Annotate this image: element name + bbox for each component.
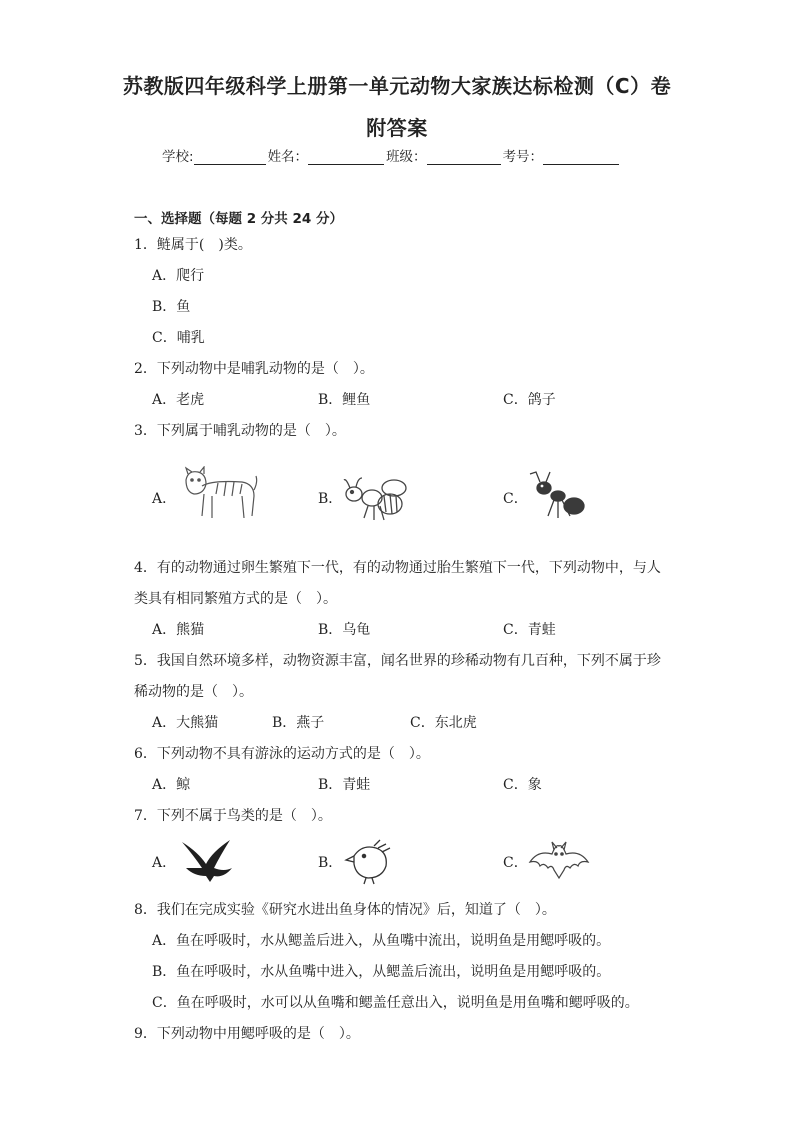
question-8-stem: 8．我们在完成实验《研究水进出鱼身体的情况》后，知道了（ ）。 xyxy=(134,902,556,918)
school-field[interactable] xyxy=(194,150,266,165)
tiger-icon xyxy=(182,466,258,524)
school-label: 学校: xyxy=(162,149,194,165)
question-5-option-c[interactable]: C．东北虎 xyxy=(410,715,477,731)
name-label: 姓名： xyxy=(267,149,309,165)
question-4-option-a[interactable]: A．熊猫 xyxy=(152,622,205,638)
swallow-icon xyxy=(180,838,234,884)
bird-icon xyxy=(344,838,396,886)
question-3-stem: 3．下列属于哺乳动物的是（ ）。 xyxy=(134,423,346,439)
question-4-stem-line1: 4．有的动物通过卵生繁殖下一代，有的动物通过胎生繁殖下一代，下列动物中，与人 xyxy=(134,560,661,576)
question-9-stem: 9．下列动物中用鳃呼吸的是（ ）。 xyxy=(134,1026,360,1042)
student-info-row xyxy=(162,145,621,165)
number-label: 考号： xyxy=(502,149,544,165)
page-title-line1: 苏教版四年级科学上册第一单元动物大家族达标检测（C）卷 xyxy=(122,74,672,98)
page-title-line2: 附答案 xyxy=(366,116,428,140)
question-6-option-c[interactable]: C．象 xyxy=(503,777,542,793)
question-7-option-c[interactable]: C． xyxy=(503,855,528,871)
class-label: 班级： xyxy=(386,149,427,165)
question-3-option-a[interactable]: A． xyxy=(152,491,177,507)
question-6-stem: 6．下列动物不具有游泳的运动方式的是（ ）。 xyxy=(134,746,430,762)
question-5-option-a[interactable]: A．大熊猫 xyxy=(152,715,219,731)
question-8-option-c[interactable]: C．鱼在呼吸时，水可以从鱼嘴和鳃盖任意出入，说明鱼是用鱼嘴和鳃呼吸的。 xyxy=(152,995,639,1011)
question-5-option-b[interactable]: B．燕子 xyxy=(272,715,325,731)
question-5-stem-line2: 稀动物的是（ ）。 xyxy=(134,684,253,700)
section-heading: 一、选择题（每题 2 分共 24 分） xyxy=(134,211,343,227)
question-1-option-b[interactable]: B．鱼 xyxy=(152,299,191,315)
bat-icon xyxy=(528,840,590,882)
question-6-option-b[interactable]: B．青蛙 xyxy=(318,777,371,793)
number-field[interactable] xyxy=(543,150,619,165)
class-field[interactable] xyxy=(427,150,501,165)
question-8-option-b[interactable]: B．鱼在呼吸时，水从鱼嘴中进入，从鳃盖后流出，说明鱼是用鳃呼吸的。 xyxy=(152,964,611,980)
question-1-option-c[interactable]: C．哺乳 xyxy=(152,330,205,346)
question-1-option-a[interactable]: A．爬行 xyxy=(152,268,205,284)
name-field[interactable] xyxy=(308,150,384,165)
question-7-option-a[interactable]: A． xyxy=(152,855,177,871)
question-6-option-a[interactable]: A．鲸 xyxy=(152,777,191,793)
ant-icon xyxy=(528,468,590,524)
question-3-option-b[interactable]: B． xyxy=(318,491,343,507)
question-7-stem: 7．下列不属于鸟类的是（ ）。 xyxy=(134,808,332,824)
question-2-option-c[interactable]: C．鸽子 xyxy=(503,392,556,408)
question-4-option-b[interactable]: B．乌龟 xyxy=(318,622,371,638)
bee-icon xyxy=(342,474,412,526)
question-4-stem-line2: 类具有相同繁殖方式的是（ ）。 xyxy=(134,591,337,607)
question-2-stem: 2．下列动物中是哺乳动物的是（ ）。 xyxy=(134,361,374,377)
question-7-option-b[interactable]: B． xyxy=(318,855,343,871)
question-1-stem: 1．鲢属于( )类。 xyxy=(134,237,252,253)
question-2-option-a[interactable]: A．老虎 xyxy=(152,392,205,408)
question-5-stem-line1: 5．我国自然环境多样，动物资源丰富，闻名世界的珍稀动物有几百种，下列不属于珍 xyxy=(134,653,661,669)
question-3-option-c[interactable]: C． xyxy=(503,491,528,507)
question-8-option-a[interactable]: A．鱼在呼吸时，水从鳃盖后进入，从鱼嘴中流出，说明鱼是用鳃呼吸的。 xyxy=(152,933,611,949)
question-2-option-b[interactable]: B．鲤鱼 xyxy=(318,392,371,408)
question-4-option-c[interactable]: C．青蛙 xyxy=(503,622,556,638)
